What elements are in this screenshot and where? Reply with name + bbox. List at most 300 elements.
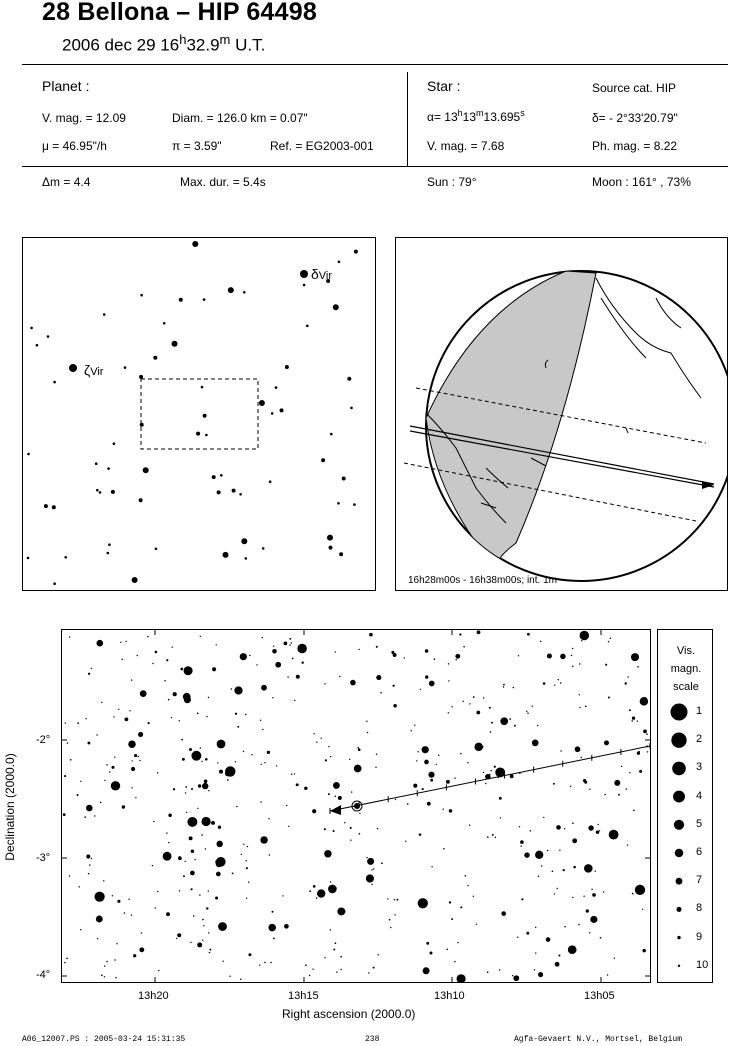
chart-star	[547, 653, 552, 658]
chart-star	[313, 885, 316, 888]
chart-star	[417, 751, 418, 752]
chart-star	[247, 846, 248, 847]
chart-star	[289, 638, 291, 640]
finder-star	[47, 335, 50, 338]
chart-star	[418, 898, 428, 908]
chart-star	[291, 642, 292, 643]
chart-star	[218, 922, 227, 931]
chart-star	[183, 693, 191, 701]
chart-star	[428, 772, 434, 778]
chart-star	[269, 854, 270, 855]
finder-star	[153, 356, 157, 360]
chart-star	[289, 645, 290, 646]
chart-star	[267, 751, 270, 754]
legend-mag-label: 4	[696, 789, 703, 802]
chart-star	[553, 783, 555, 785]
chart-star	[296, 675, 300, 679]
chart-star	[635, 885, 645, 895]
chart-star	[155, 907, 156, 908]
chart-star	[629, 709, 631, 711]
footer-page: 238	[365, 1035, 380, 1044]
chart-star	[202, 919, 204, 921]
chart-star	[272, 697, 273, 698]
chart-star	[463, 646, 465, 648]
chart-star	[120, 642, 121, 643]
table-divider	[407, 72, 408, 166]
chart-star	[586, 909, 589, 912]
chart-star	[647, 751, 648, 752]
finder-star	[223, 552, 229, 558]
chart-star	[201, 761, 202, 762]
chart-star	[451, 918, 453, 920]
chart-star	[193, 915, 195, 917]
chart-star	[335, 942, 337, 944]
chart-star	[272, 649, 277, 654]
chart-star	[394, 914, 395, 915]
chart-star	[243, 751, 244, 752]
chart-star	[101, 974, 103, 976]
chart-star	[94, 892, 104, 902]
chart-star	[560, 682, 562, 684]
chart-star	[138, 756, 139, 757]
chart-star	[209, 949, 211, 951]
finder-star	[124, 366, 127, 369]
chart-star	[138, 732, 143, 737]
chart-star	[426, 942, 429, 945]
chart-star	[517, 936, 518, 937]
finder-star	[269, 480, 272, 483]
chart-star	[259, 965, 260, 966]
chart-star	[88, 673, 90, 675]
chart-star	[579, 663, 580, 664]
chart-star	[637, 721, 638, 722]
chart-star	[212, 667, 216, 671]
chart-star	[423, 967, 430, 974]
chart-star	[524, 852, 529, 857]
chart-star	[590, 916, 597, 923]
chart-star	[376, 646, 378, 648]
finder-star	[241, 538, 247, 544]
finder-star	[53, 381, 56, 384]
main-star-chart	[61, 629, 651, 983]
chart-star	[157, 772, 159, 774]
chart-star	[583, 895, 584, 896]
zoom-region-rect	[141, 379, 258, 449]
chart-star	[178, 856, 182, 860]
chart-star	[572, 822, 574, 824]
chart-star	[554, 893, 555, 894]
x-tick-1: 13h20	[138, 990, 169, 1002]
finder-star	[353, 503, 356, 506]
finder-star	[196, 432, 200, 436]
chart-star	[115, 977, 116, 978]
chart-star	[552, 871, 554, 873]
y-tick-2: -3°	[36, 852, 51, 864]
legend-mag-label: 5	[696, 817, 703, 830]
chart-star	[202, 940, 203, 941]
chart-star	[64, 775, 66, 777]
event-title: 28 Bellona – HIP 64498	[42, 0, 317, 26]
chart-star	[131, 914, 132, 915]
chart-star	[190, 942, 191, 943]
chart-star	[80, 929, 81, 930]
chart-star	[179, 890, 180, 891]
chart-star	[297, 644, 307, 654]
chart-star	[205, 848, 206, 849]
finder-star	[330, 433, 333, 436]
chart-star	[373, 967, 375, 969]
chart-star	[312, 809, 316, 813]
chart-star	[166, 832, 167, 833]
chart-star	[78, 886, 79, 887]
chart-star	[431, 866, 432, 867]
chart-star	[434, 658, 436, 660]
chart-star	[500, 717, 508, 725]
chart-star	[128, 898, 129, 899]
table-mid-rule	[22, 166, 728, 167]
path-arrowhead	[330, 805, 341, 815]
chart-star	[189, 748, 192, 751]
chart-star	[131, 767, 135, 771]
chart-star	[483, 697, 484, 698]
chart-star	[248, 953, 251, 956]
chart-star	[487, 836, 489, 838]
chart-star	[575, 746, 581, 752]
chart-star	[640, 697, 649, 706]
finder-star	[108, 543, 111, 546]
chart-star	[563, 869, 565, 871]
chart-star	[637, 666, 639, 668]
chart-star	[86, 854, 90, 858]
chart-star	[595, 870, 596, 871]
chart-star	[584, 864, 593, 873]
chart-star	[500, 817, 501, 818]
chart-star	[88, 873, 90, 875]
finder-star	[107, 552, 110, 555]
chart-star	[510, 774, 514, 778]
chart-star	[103, 880, 104, 881]
chart-star	[455, 654, 460, 659]
finder-star	[338, 261, 341, 264]
chart-star	[128, 740, 136, 748]
chart-star	[261, 764, 262, 765]
sun-elongation: Sun : 79°	[427, 175, 477, 189]
chart-star	[113, 716, 114, 717]
target-star	[354, 803, 360, 809]
table-top-rule	[22, 64, 728, 65]
finder-star	[36, 344, 39, 347]
chart-star	[292, 658, 294, 660]
x-tick-4: 13h05	[584, 990, 615, 1002]
chart-star	[305, 964, 307, 966]
legend-mag-dot	[674, 820, 684, 830]
chart-star	[376, 754, 377, 755]
chart-star	[518, 655, 519, 656]
chart-star	[377, 954, 378, 955]
chart-star	[541, 865, 542, 866]
chart-star	[336, 971, 337, 972]
chart-star	[166, 659, 168, 661]
chart-star	[393, 704, 397, 708]
chart-star	[596, 830, 599, 833]
chart-star	[284, 642, 288, 646]
chart-star	[294, 700, 295, 701]
chart-star	[216, 841, 222, 847]
chart-star	[527, 633, 530, 636]
chart-star	[579, 694, 580, 695]
chart-star	[455, 659, 456, 660]
chart-star	[217, 762, 218, 763]
chart-star	[240, 653, 247, 660]
legend-mag-label: 9	[696, 930, 703, 943]
chart-star	[494, 766, 496, 768]
legend-mag-dot	[676, 907, 681, 912]
chart-star	[473, 697, 474, 698]
chart-star	[131, 679, 132, 680]
planet-ref: Ref. = EG2003-001	[270, 139, 374, 153]
chart-star	[180, 668, 183, 671]
chart-star	[164, 680, 166, 682]
legend-mag-label: 3	[696, 761, 703, 774]
event-datetime: 2006 dec 29 16$^h$32.9$^m$ U.T.	[62, 32, 266, 55]
chart-star	[229, 976, 230, 977]
finder-star	[155, 548, 158, 551]
chart-star	[547, 850, 549, 852]
chart-star	[591, 889, 592, 890]
chart-star	[391, 651, 394, 654]
chart-star	[395, 799, 396, 800]
chart-star	[97, 938, 98, 939]
chart-star	[335, 795, 336, 796]
finder-star-field	[27, 241, 358, 585]
chart-star	[101, 702, 102, 703]
chart-star	[608, 641, 609, 642]
chart-star	[627, 845, 628, 846]
chart-star	[628, 676, 629, 677]
chart-star	[540, 641, 541, 642]
chart-star	[449, 809, 453, 813]
chart-star	[243, 844, 244, 845]
chart-star	[216, 644, 217, 645]
finder-star	[203, 298, 206, 301]
chart-star	[284, 924, 289, 929]
finder-star	[113, 442, 116, 445]
footer-file: A06_12007.PS : 2005-03-24 15:31:35	[22, 1035, 186, 1044]
finder-star	[212, 475, 216, 479]
legend-svg	[658, 630, 712, 982]
chart-star	[270, 962, 272, 964]
chart-star	[235, 761, 236, 762]
finder-star	[220, 474, 223, 477]
finder-star	[201, 386, 204, 389]
chart-star	[260, 836, 267, 843]
chart-star	[185, 792, 186, 793]
finder-star	[139, 375, 143, 379]
chart-star	[203, 925, 204, 926]
chart-star	[638, 751, 640, 753]
x-tick-3: 13h10	[434, 990, 465, 1002]
finder-star	[285, 365, 289, 369]
chart-star	[324, 828, 326, 830]
chart-star	[148, 722, 150, 724]
chart-star	[173, 692, 177, 696]
chart-star	[535, 927, 536, 928]
y-axis-label: Declination (2000.0)	[3, 753, 17, 861]
chart-star	[333, 949, 335, 951]
chart-star	[592, 893, 596, 897]
legend-mag-label: 6	[696, 846, 703, 858]
chart-star	[351, 791, 352, 792]
chart-star	[639, 770, 642, 773]
chart-star	[443, 848, 445, 850]
chart-star	[604, 794, 606, 796]
chart-star	[459, 633, 461, 635]
chart-star	[381, 862, 383, 864]
chart-star	[96, 734, 97, 735]
chart-star	[173, 788, 175, 790]
chart-star	[338, 796, 342, 800]
chart-star	[91, 668, 92, 669]
planet-motion: μ = 46.95"/h	[42, 139, 107, 153]
chart-star	[135, 797, 136, 798]
finder-star	[262, 547, 265, 550]
chart-star	[474, 743, 483, 752]
chart-star	[249, 655, 250, 656]
chart-star	[543, 682, 546, 685]
chart-star	[340, 956, 342, 958]
chart-star	[603, 891, 604, 892]
chart-star	[234, 686, 242, 694]
chart-star	[204, 780, 208, 784]
finder-star	[243, 291, 246, 294]
chart-star	[63, 813, 66, 816]
chart-star	[200, 747, 201, 748]
chart-star	[487, 971, 489, 973]
finder-star	[342, 477, 346, 481]
chart-star	[172, 646, 173, 647]
chart-star	[190, 871, 195, 876]
finder-star	[333, 304, 339, 310]
chart-star	[236, 806, 237, 807]
chart-star	[171, 717, 172, 718]
chart-star	[133, 954, 136, 957]
finder-star	[280, 408, 284, 412]
finder-star	[347, 377, 351, 381]
chart-star	[86, 805, 93, 812]
chart-star	[201, 817, 210, 826]
chart-star	[354, 765, 362, 773]
chart-star	[589, 789, 590, 790]
planet-vmag: V. mag. = 12.09	[42, 111, 126, 125]
chart-star	[208, 697, 209, 698]
chart-star	[131, 787, 132, 788]
finder-star	[239, 493, 242, 496]
delta-vir-star	[300, 270, 308, 278]
chart-star	[223, 961, 224, 962]
chart-star	[454, 777, 455, 778]
chart-star	[618, 794, 620, 796]
chart-star	[446, 949, 448, 951]
chart-star	[208, 890, 209, 891]
finder-star	[275, 386, 278, 389]
chart-star	[499, 969, 501, 971]
chart-star	[532, 706, 533, 707]
chart-star	[573, 866, 576, 869]
chart-star	[367, 858, 374, 865]
chart-star	[427, 802, 431, 806]
chart-star	[530, 830, 532, 832]
chart-star	[394, 899, 395, 900]
chart-star	[535, 851, 543, 859]
chart-star	[189, 836, 193, 840]
legend-mag-label: 7	[696, 874, 703, 887]
chart-star	[312, 969, 313, 970]
chart-star	[344, 822, 345, 823]
chart-star	[197, 713, 199, 715]
legend-mag-dot	[673, 791, 685, 803]
y-tick-3: -4°	[36, 969, 51, 981]
star-source: Source cat. HIP	[592, 81, 677, 95]
chart-star	[555, 962, 560, 967]
chart-star	[239, 687, 241, 689]
chart-star	[153, 821, 154, 822]
chart-star	[492, 834, 494, 836]
chart-star	[396, 899, 398, 901]
planet-heading: Planet :	[42, 78, 90, 94]
chart-star	[179, 720, 180, 721]
chart-star	[571, 655, 572, 656]
chart-star	[513, 975, 519, 981]
chart-star	[248, 882, 249, 883]
chart-star	[543, 817, 544, 818]
chart-star	[467, 885, 468, 886]
chart-star	[337, 907, 345, 915]
globe-caption: 16h28m00s - 16h38m00s; int. 1m	[408, 575, 557, 586]
chart-star	[443, 809, 444, 810]
chart-star	[184, 666, 193, 675]
chart-star	[262, 637, 263, 638]
chart-star	[246, 867, 248, 869]
chart-star	[296, 783, 299, 786]
finder-star	[107, 467, 110, 470]
moon-info: Moon : 161° , 73%	[592, 175, 691, 189]
chart-star	[302, 662, 304, 664]
chart-star	[448, 712, 449, 713]
chart-star	[106, 961, 108, 963]
chart-star	[206, 716, 207, 717]
chart-star	[197, 942, 202, 947]
chart-star	[124, 912, 126, 914]
chart-star	[358, 649, 359, 650]
max-duration: Max. dur. = 5.4s	[180, 175, 266, 189]
y-tick-1: -2°	[36, 734, 51, 746]
finder-star	[259, 400, 265, 406]
chart-star	[588, 825, 593, 830]
chart-star	[537, 725, 538, 726]
chart-star	[559, 850, 560, 851]
star-heading: Star :	[427, 78, 461, 94]
chart-star	[116, 943, 117, 944]
chart-star	[490, 770, 492, 772]
chart-star	[448, 680, 449, 681]
chart-star	[65, 722, 66, 723]
chart-star	[503, 686, 505, 688]
chart-star	[642, 909, 643, 910]
chart-star	[106, 764, 108, 766]
chart-star	[330, 881, 331, 882]
globe-panel	[395, 237, 728, 591]
chart-star	[309, 975, 310, 976]
